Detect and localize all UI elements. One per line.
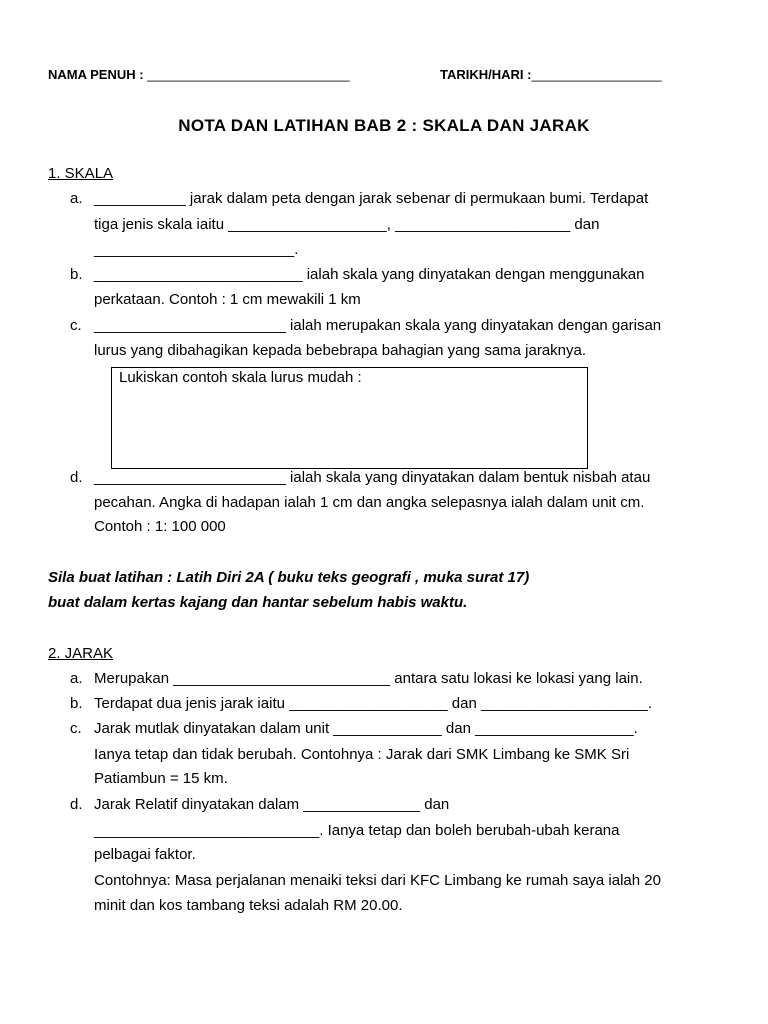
- page-title: NOTA DAN LATIHAN BAB 2 : SKALA DAN JARAK: [178, 116, 590, 135]
- date-field: [440, 67, 662, 82]
- item-marker: b.: [70, 695, 83, 712]
- instruction-line-2: buat dalam kertas kajang dan hantar sebelum habis waktu.: [48, 594, 468, 611]
- name-label: NAMA PENUH :: [48, 67, 144, 82]
- jarak-d-line-4: Contohnya: Masa perjalanan menaiki teksi dari KFC Limbang ke rumah saya ialah 20: [94, 872, 661, 889]
- skala-d-line-3: Contoh : 1: 100 000: [94, 518, 226, 535]
- drawing-box[interactable]: [111, 367, 588, 469]
- jarak-c-line-3: Patiambun = 15 km.: [94, 770, 228, 787]
- date-label: TARIKH/HARI :: [440, 67, 532, 82]
- drawing-box-label: Lukiskan contoh skala lurus mudah :: [119, 369, 362, 386]
- item-marker: c.: [70, 317, 82, 334]
- skala-d-line-1: _______________________ ialah skala yang dinyatakan dalam bentuk nisbah atau: [94, 469, 651, 486]
- item-marker: d.: [70, 796, 83, 813]
- skala-c-line-2: lurus yang dibahagikan kepada bebebrapa bahagian yang sama jaraknya.: [94, 342, 587, 359]
- section-heading-skala: 1. SKALA: [48, 165, 114, 182]
- instruction-line-1: Sila buat latihan : Latih Diri 2A ( buku teks geografi , muka surat 17): [48, 569, 530, 586]
- jarak-a-line-1: Merupakan __________________________ antara satu lokasi ke lokasi yang lain.: [94, 670, 643, 687]
- jarak-c-line-1: Jarak mutlak dinyatakan dalam unit _____________ dan ___________________.: [94, 720, 638, 737]
- skala-a-line-3: ________________________.: [94, 241, 299, 258]
- item-marker: a.: [70, 190, 83, 207]
- jarak-d-line-2: ___________________________. Ianya tetap dan boleh berubah-ubah kerana: [94, 822, 620, 839]
- jarak-d-line-3: pelbagai faktor.: [94, 846, 196, 863]
- name-field: [48, 67, 350, 82]
- skala-b-line-2: perkataan. Contoh : 1 cm mewakili 1 km: [94, 291, 361, 308]
- item-marker: a.: [70, 670, 83, 687]
- jarak-d-line-5: minit dan kos tambang teksi adalah RM 20.00.: [94, 897, 403, 914]
- skala-a-line-2: tiga jenis skala iaitu ___________________, _____________________ dan: [94, 216, 600, 233]
- item-marker: d.: [70, 469, 83, 486]
- skala-d-line-2: pecahan. Angka di hadapan ialah 1 cm dan angka selepasnya ialah dalam unit cm.: [94, 494, 645, 511]
- date-blank: __________________: [531, 67, 662, 82]
- skala-c-line-1: _______________________ ialah merupakan skala yang dinyatakan dengan garisan: [94, 317, 662, 334]
- section-heading-jarak: 2. JARAK: [48, 645, 114, 662]
- item-marker: b.: [70, 266, 83, 283]
- item-marker: c.: [70, 720, 82, 737]
- skala-b-line-1: _________________________ ialah skala yang dinyatakan dengan menggunakan: [94, 266, 645, 283]
- name-blank: ____________________________: [147, 67, 350, 82]
- jarak-b-line-1: Terdapat dua jenis jarak iaitu ___________________ dan ____________________.: [94, 695, 652, 712]
- skala-a-line-1: ___________ jarak dalam peta dengan jarak sebenar di permukaan bumi. Terdapat: [94, 190, 649, 207]
- jarak-c-line-2: Ianya tetap dan tidak berubah. Contohnya : Jarak dari SMK Limbang ke SMK Sri: [94, 746, 630, 763]
- jarak-d-line-1: Jarak Relatif dinyatakan dalam ______________ dan: [94, 796, 450, 813]
